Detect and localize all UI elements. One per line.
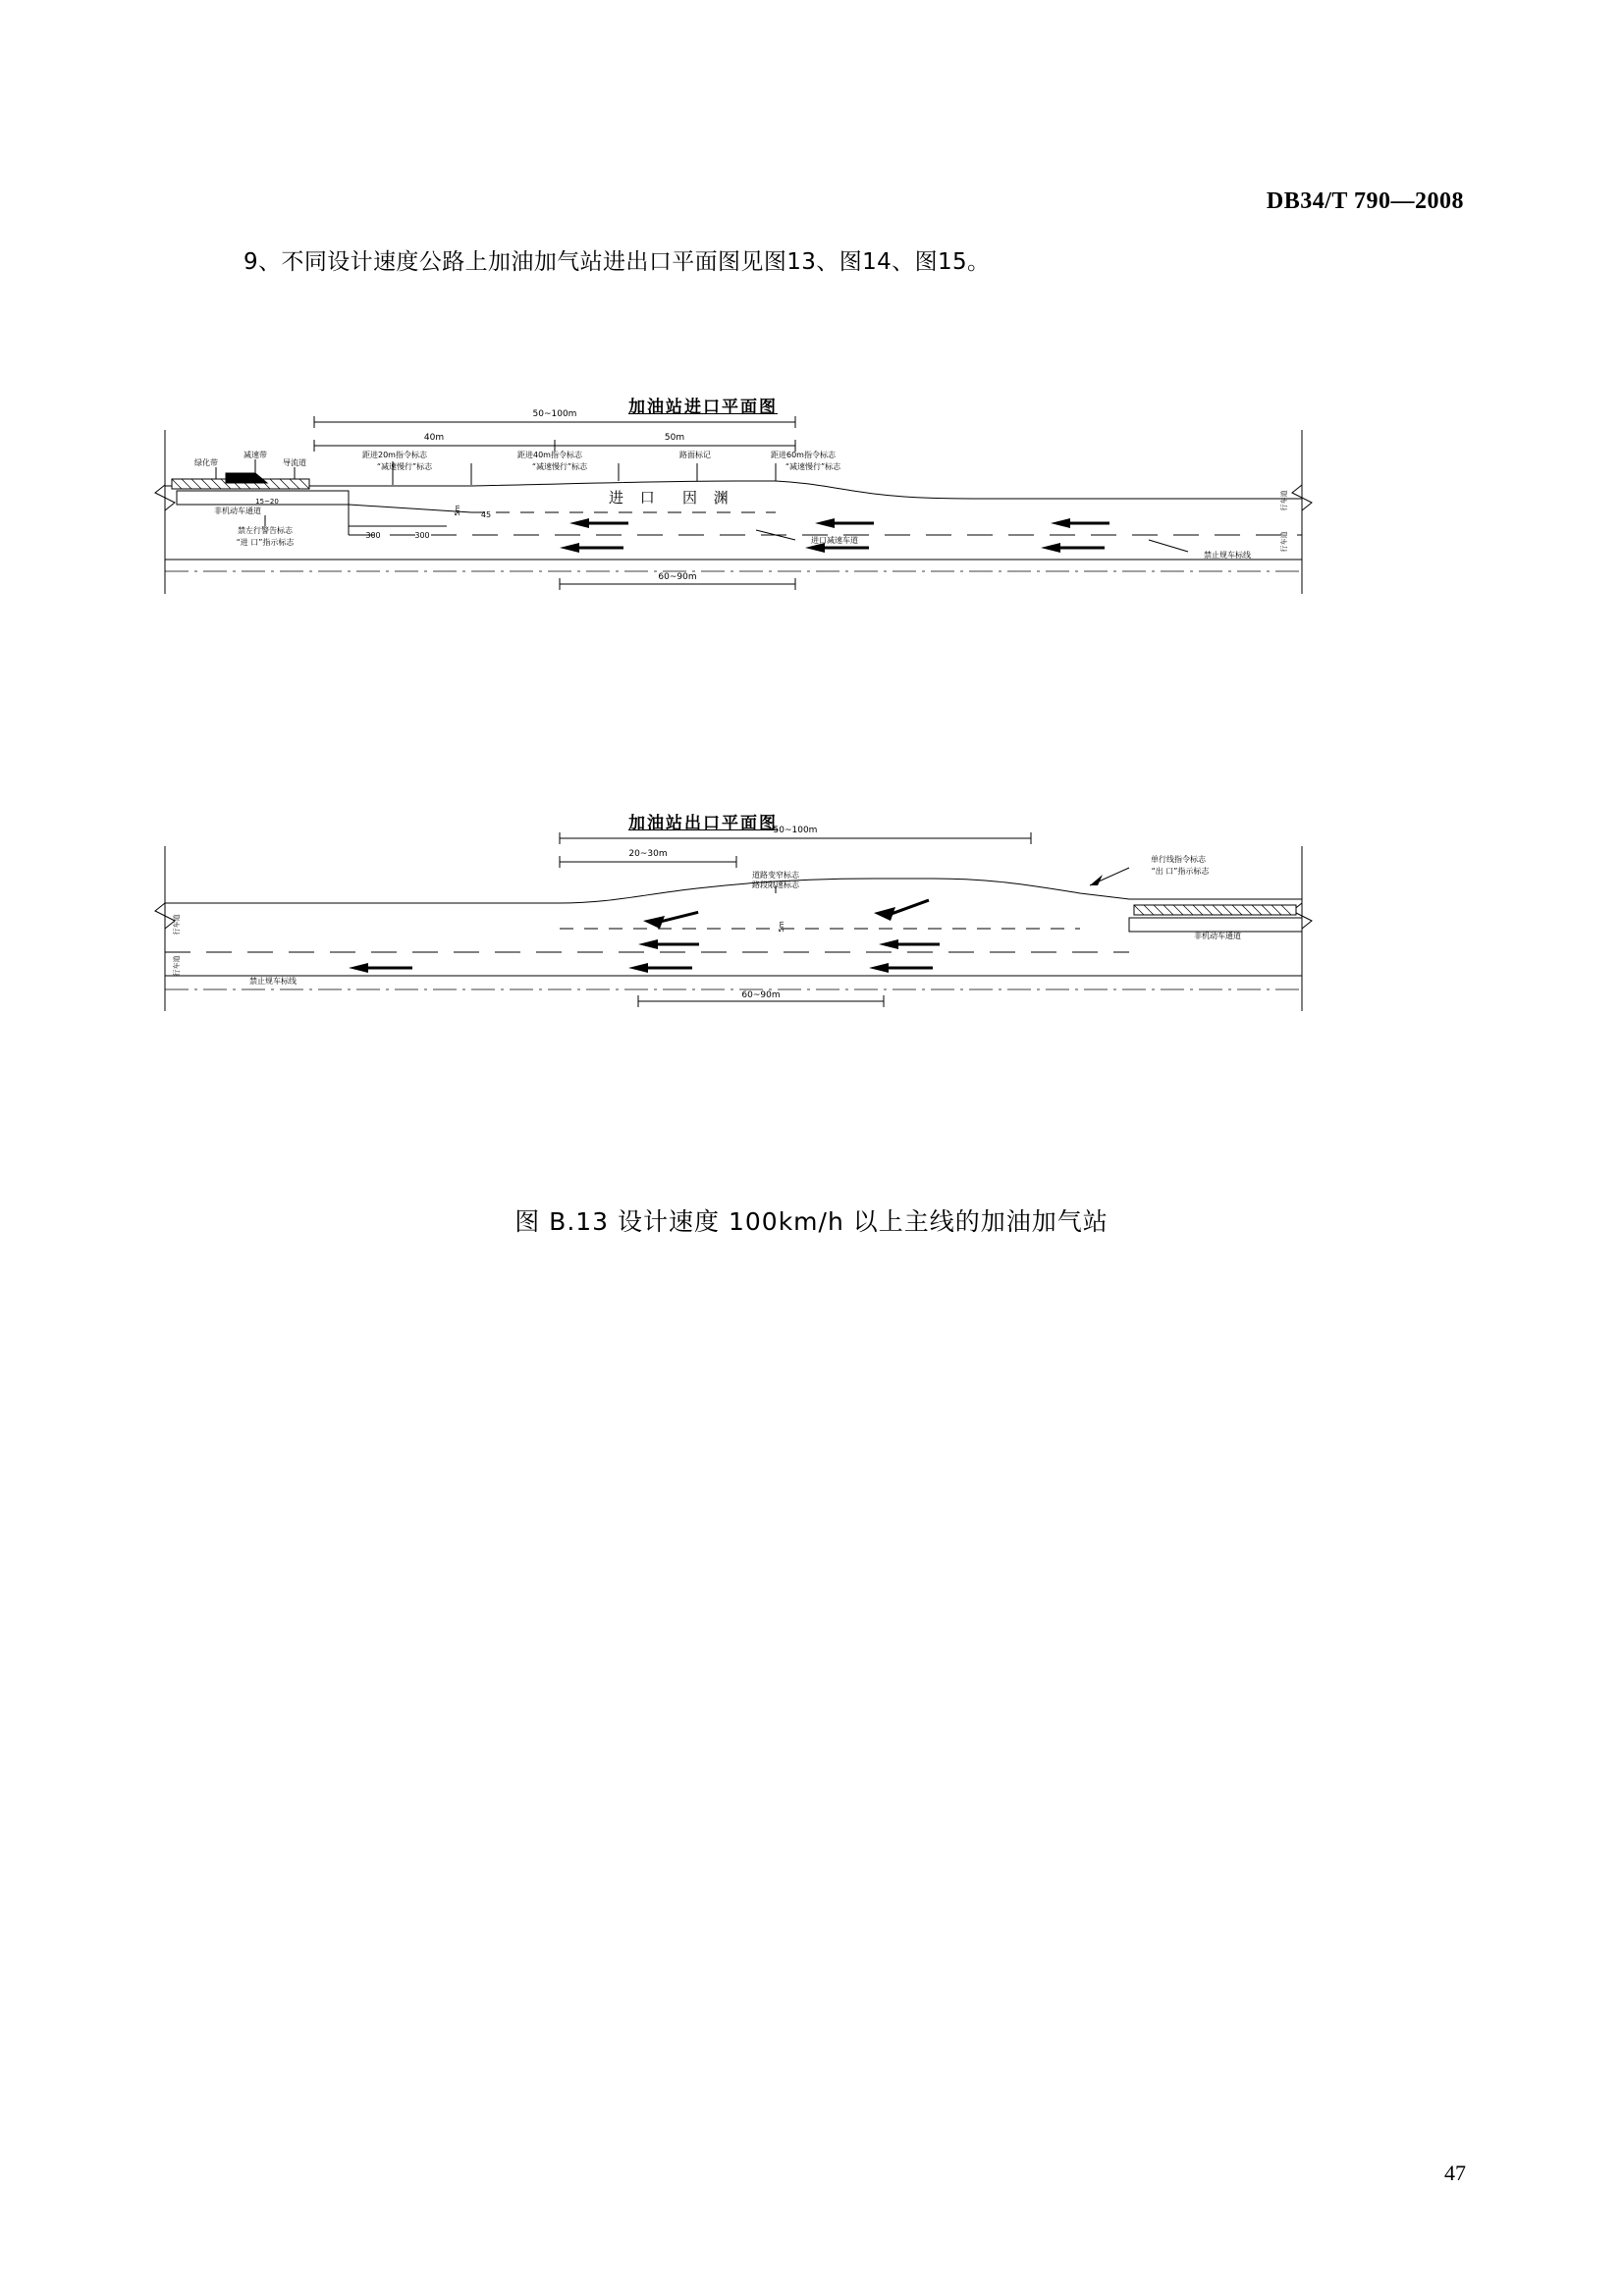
label-road-narrow-sign: 道路变窄标志 (752, 871, 799, 880)
label-pavement-mark: 路面标记 (679, 451, 711, 459)
svg-text:5m: 5m (778, 921, 785, 933)
label-ahead-40: 距进40m指令标志 (517, 451, 582, 459)
label-entrance-decel-lane: 进口减速车道 (811, 536, 858, 545)
label-exit-no-parking: 禁止规车标线 (249, 977, 297, 986)
label-no-parking-line: 禁止规车标线 (1204, 551, 1251, 560)
svg-text:15~20: 15~20 (255, 498, 279, 506)
svg-text:5m: 5m (454, 505, 461, 516)
svg-text:40m: 40m (423, 433, 445, 443)
label-guide-lane: 导流道 (283, 458, 306, 467)
svg-text:60~90m: 60~90m (741, 990, 781, 1000)
label-ahead-20-sub: “减速慢行”标志 (376, 462, 433, 471)
exit-plan-title: 加油站出口平面图 (628, 814, 778, 833)
svg-text:60~90m: 60~90m (658, 572, 697, 582)
page-number: 47 (1444, 2161, 1466, 2185)
label-no-left-sign: 禁左行警告标志 (238, 526, 293, 535)
svg-text:300: 300 (365, 531, 381, 540)
entrance-plan-title: 加油站进口平面图 (628, 398, 778, 417)
svg-text:进 口: 进 口 (609, 489, 661, 507)
label-ahead-20: 距进20m指令标志 (362, 451, 427, 459)
svg-text:50m: 50m (664, 433, 685, 443)
label-speed-bump: 减速带 (243, 451, 267, 459)
label-exit-side-lane-b: 行车道 (173, 955, 181, 977)
label-oneway-sign: 单行线指令标志 (1151, 855, 1206, 864)
svg-text:20~30m: 20~30m (628, 849, 668, 859)
label-ahead-60-sub: “减速慢行”标志 (784, 462, 841, 471)
figure-b13-diagram (147, 383, 1483, 1198)
figure-caption: 图 B.13 设计速度 100km/h 以上主线的加油加气站 (514, 1207, 1109, 1236)
standard-code-header: DB34/T 790—2008 (1266, 188, 1464, 214)
label-nonmotor-lane: 非机动车通道 (214, 507, 261, 515)
svg-text:50~100m: 50~100m (773, 826, 818, 835)
label-side-lane-right: 行车道 (1280, 490, 1288, 511)
label-entrance-sign: “进 口”指示标志 (236, 538, 295, 547)
label-side-lane-right2: 行车道 (1280, 531, 1288, 553)
svg-text:45: 45 (480, 510, 492, 519)
intro-paragraph: 9、不同设计速度公路上加油加气站进出口平面图见图13、图14、图15。 (243, 249, 991, 275)
label-oneway-sub: “出 口”指示标志 (1151, 867, 1210, 876)
svg-text:50~100m: 50~100m (532, 409, 577, 419)
label-ahead-60: 距进60m指令标志 (771, 451, 836, 459)
svg-text:300: 300 (414, 531, 430, 540)
label-exit-nonmotor-lane: 非机动车通道 (1194, 932, 1241, 940)
engineering-drawing (147, 383, 1483, 1198)
label-exit-side-lane-a: 行车道 (173, 914, 181, 935)
label-road-speed-sub: 路段限速标志 (752, 881, 799, 889)
svg-text:因 渊: 因 渊 (682, 489, 734, 507)
label-greening: 绿化带 (194, 458, 218, 467)
label-ahead-40-sub: “减速慢行”标志 (531, 462, 588, 471)
